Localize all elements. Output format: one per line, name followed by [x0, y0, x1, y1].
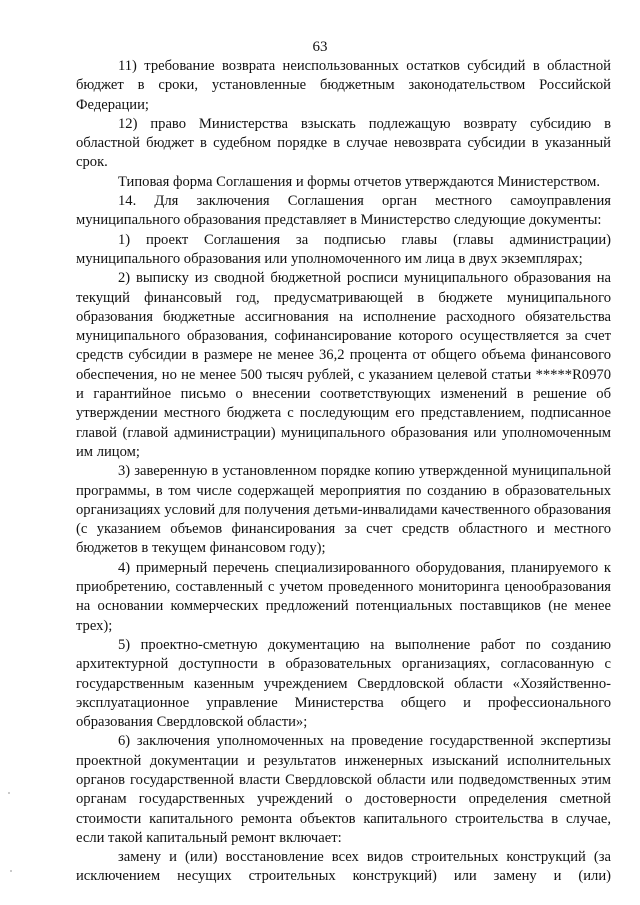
document-body	[76, 57, 611, 887]
paragraph-continuation: замену и (или) восстановление всех видов строительных конструкций (за исключением несущих строительных конструкций) или замену и (или)	[76, 849, 611, 885]
paragraph-item-12: 12) право Министерства взыскать подлежащую возврату субсидию в областной бюджет в судебном порядке в случае невозврата субсидии в указанный срок.	[76, 115, 611, 171]
paragraph-document-6: 6) заключения уполномоченных на проведение государственной экспертизы проектной документации и результатов инженерных изысканий исполнительных органов государственной власти Свердловской области или подведомственных этим органам государственных учреждений о достоверности определения сметной стоимости капитального ремонта объектов капитального строительства в случае, если такой капитальный ремонт включает:	[76, 733, 611, 846]
page-number: 63	[312, 39, 328, 55]
paragraph-document-1: 1) проект Соглашения за подписью главы (главы администрации) муниципального образования или уполномоченного им лица в двух экземплярах;	[76, 231, 611, 267]
paragraph-document-4: 4) примерный перечень специализированного оборудования, планируемого к приобретению, составленный с учетом проведенного мониторинга ценообразования на основании коммерческих предложений потенциальных поставщиков (не менее трех);	[76, 559, 611, 634]
scan-speck	[10, 870, 12, 872]
paragraph-section-14: 14. Для заключения Соглашения орган местного самоуправления муниципального образования представляет в Министерство следующие документы:	[76, 193, 611, 229]
paragraph-item-11: 11) требование возврата неиспользованных остатков субсидий в областной бюджет в сроки, установленные бюджетным законодательством Российской Федерации;	[76, 58, 611, 113]
paragraph-document-2: 2) выписку из сводной бюджетной росписи муниципального образования на текущий финансовый год, предусматривающей в бюджете муниципального образования бюджетные ассигнования на исполнение расходного обязательства муниципального образования, софинансирование которого осуществляется за счет средств субсидии в размере не менее 36,2 процента от общего объема финансового обеспечения, но не менее 500 тысяч рублей, с указанием целевой статьи *****R0970 и гарантийное письмо о внесении соответствующих изменений в решение об утверждении местного бюджета с последующим его представлением, подписанное главой (главой администрации) муниципального образования или уполномоченным им лицом;	[76, 270, 611, 460]
scan-speck	[8, 792, 10, 794]
paragraph-document-5: 5) проектно-сметную документацию на выполнение работ по созданию архитектурной доступности в образовательных организациях, согласованную с государственным казенным учреждением Свердловской области «Хозяйственно-эксплуатационное управление Министерства общего и профессионального образования Свердловской области»;	[76, 636, 611, 731]
paragraph-document-3: 3) заверенную в установленном порядке копию утвержденной муниципальной программы, в том числе содержащей мероприятия по созданию в образовательных организациях условий для получения детьми-инвалидами качественного образования (с указанием объемов финансирования за счет средств областного и местного бюджетов в текущем финансовом году);	[76, 463, 611, 557]
paragraph-approval-note: Типовая форма Соглашения и формы отчетов утверждаются Министерством.	[118, 173, 601, 190]
